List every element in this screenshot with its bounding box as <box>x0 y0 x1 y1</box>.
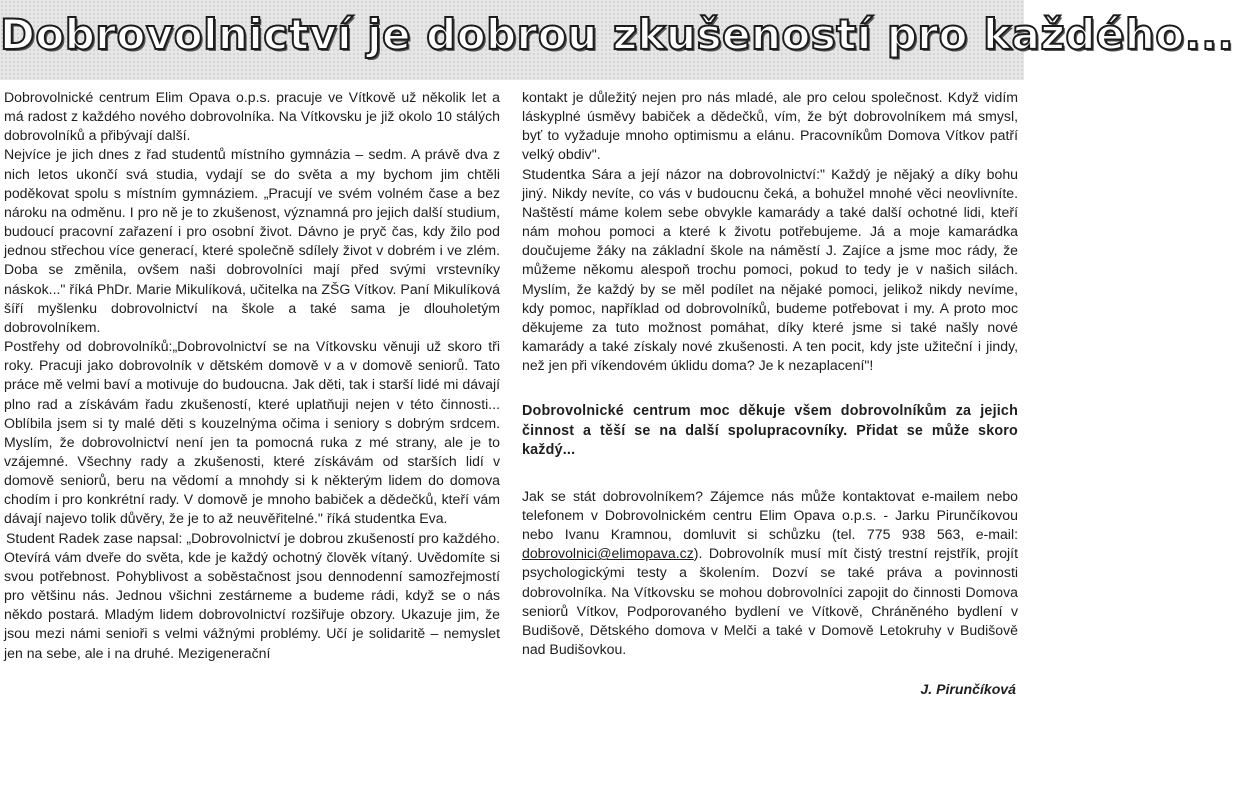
paragraph-radek-continued: kontakt je důležitý nejen pro nás mladé, ale pro celou společnost. Když vidím láskyplné úsměvy babiček a dědečků, vím, že být dobrovolníkem má smysl, byť to vyžaduje mnoho optimismu a elánu. Pracovníkům Domova Vítkov patří velký obdiv". <box>522 89 1018 163</box>
paragraph-volunteer-radek: Student Radek zase napsal: „Dobrovolnictví je dobrou zkušeností pro každého. Otevírá vám dveře do světa, kde je každý ochotný člověk vítaný. Uvědomíte si svou potřebnost. Pohyblivost a soběstačnost jsou dennodenní samozřejmostí pro většinu nás. Jednou všichni zestárneme a budeme rádi, když se o nás někdo postará. Mladým lidem dobrovolnictví rozšiřuje obzory. Ukazuje jim, že jsou mezi námi senioři s velmi vážnými problémy. Učí je solidaritě – nemyslet jen na sebe, ale i na druhé. Mezigenerační <box>4 529 500 661</box>
article-headline: Dobrovolnictví je dobrou zkušeností pro každého... <box>0 10 1234 59</box>
call-to-action: Dobrovolnické centrum moc děkuje všem dobrovolníkům za jejich činnost a těší se na další spolupracovníky. Přidat se může skoro každý... <box>522 403 1018 459</box>
paragraph-volunteer-eva: Postřehy od dobrovolníků:„Dobrovolnictví se na Vítkovsku věnuji už skoro tři roky. Pracuji jako dobrovolník v dětském domově v a v domově seniorů. Tato práce mě velmi baví a motivuje do budoucna. Jak děti, tak i starší lidé mi dávají plno rad a získávám řadu zkušeností, které uplatňuji nejen v této činnosti... Oblíbila jsem si ty malé děti s kouzelnýma očima i seniory s dobrým srdcem. Myslím, že dobrovolnictví není jen ta pomocná ruka z mé strany, ale je to vzájemné. Všechny rady a zkušenosti, které získávám od starších lidí v domově seniorů, beru na vědomí a mnohdy si k některým lidem do domova chodím i pro konkrétní rady. V domově je mnoho babiček a dědečků, kteří vám dávají najevo tolik důvěry, že je to až neuvěřitelné." říká studentka Eva. <box>4 338 500 527</box>
paragraph-how-to-join <box>522 487 1018 659</box>
right-column <box>522 88 1018 699</box>
author-signature: J. Pirunčíková <box>920 681 1016 698</box>
email-link[interactable]: dobrovolnici@elimopava.cz <box>522 545 694 562</box>
how-to-text-end: ). Dobrovolník musí mít čistý trestní rejstřík, projít psychologickými testy a školením. Dozví se také práva a povinnosti dobrovolníka. Na Vítkovsku se mohou dobrovolníci zapojit do činnosti Domova seniorů Vítkov, Podporovaného bydlení ve Vítkově, Chráněného bydlení v Budišově, Dětského domova v Melči a také v Domově Letokruhy v Budišově nad Budišovkou. <box>522 545 1018 658</box>
paragraph-intro: Dobrovolnické centrum Elim Opava o.p.s. pracuje ve Vítkově už několik let a má radost z každého nového dobrovolníka. Na Vítkovsku je již okolo 10 stálých dobrovolníků a přibývají další. <box>4 89 500 144</box>
paragraph-gymnasium: Nejvíce je jich dnes z řad studentů místního gymnázia – sedm. A právě dva z nich letos ukončí svá studia, vydají se do světa a my bychom jim chtěli poděkovat spolu s místním gymnáziem. „Pracují ve svém volném čase a bez nároku na odměnu. I pro ně je to zkušenost, významná pro jejich další studium, budoucí pracovní zařazení i pro osobní život. Dávno je pryč čas, kdy žilo pod jednou střechou více generací, které společně sdílely život v dobrém i ve zlém. Doba se změnila, ovšem naši dobrovolníci mají před svými vrstevníky náskok..." říká PhDr. Marie Mikulíková, učitelka na ZŠG Vítkov. Paní Mikulíková šíří myšlenku dobrovolnictví na škole a také sama je dlouholetým dobrovolníkem. <box>4 146 500 335</box>
how-to-text-start: Jak se stát dobrovolníkem? Zájemce nás může kontaktovat e-mailem nebo telefonem v Dobrovolnickém centru Elim Opava o.p.s. - Jarku Pirunčíkovou nebo Ivanu Kramnou, domluvit si schůzku (tel. 775 938 563, e-mail: <box>522 487 1018 543</box>
paragraph-volunteer-sara: Studentka Sára a její názor na dobrovolnictví:" Každý je nějaký a díky bohu jiný. Nikdy nevíte, co vás v budoucnu čeká, a bohužel mnohé věci neovlivníte. Naštěstí máme kolem sebe obvykle kamarády a také další ochotné lidi, kteří nám mohou pomoci a které k životu potřebujeme. Já a moje kamarádka doučujeme žáky na základní škole na náměstí J. Zajíce a jsme moc rády, že můžeme někomu alespoň trochu pomoci, pokud to tedy je v našich silách. Myslím, že každý by se měl podílet na nějaké pomoci, jelikož nikdy nevíme, kdy pomoc, například od dobrovolníků, budeme potřebovat i my. A proto moc děkujeme za tuto možnost pomáhat, díky které jsme si také našly nové kamarády a také získaly nové zkušenosti. A ten pocit, kdy jste užiteční i jindy, než jen při víkendovém úklidu doma? Je k nezaplacení"! <box>522 165 1018 374</box>
left-column <box>4 88 500 663</box>
